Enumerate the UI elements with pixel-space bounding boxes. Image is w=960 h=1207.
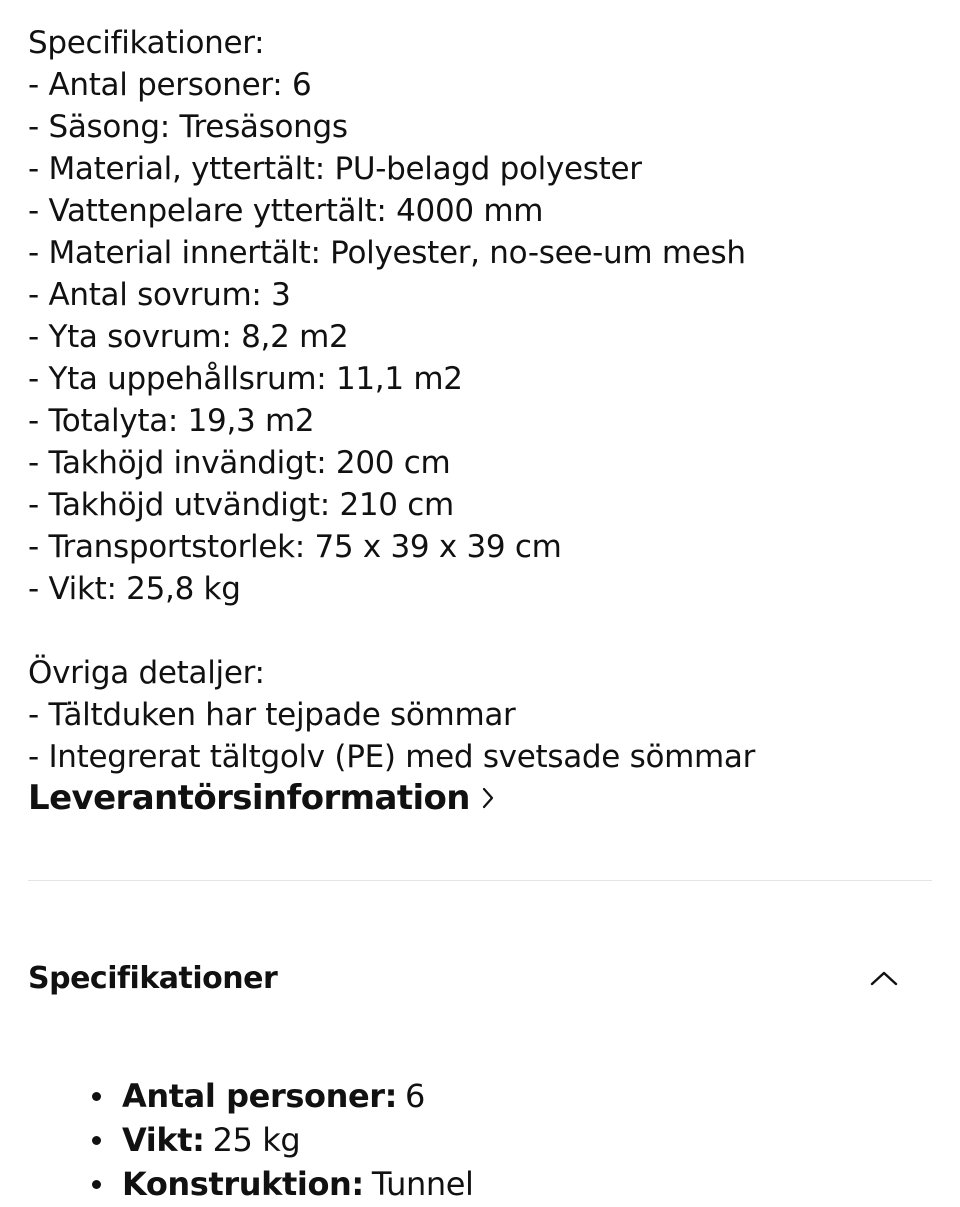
spec-item (92, 1074, 474, 1118)
specifications-accordion-header[interactable] (28, 944, 932, 1012)
product-description (28, 22, 932, 820)
spec-line: - Vattenpelare yttertält: 4000 mm (28, 193, 544, 229)
spec-key: Antal personer: (122, 1077, 398, 1115)
bullet-icon (92, 1136, 101, 1145)
chevron-right-icon (480, 786, 496, 810)
paragraph-spacer (28, 610, 932, 652)
detail-line: - Tältduken har tejpade sömmar (28, 697, 516, 733)
spec-key: Vikt: (122, 1121, 205, 1159)
spec-line: - Yta sovrum: 8,2 m2 (28, 319, 349, 355)
chevron-up-icon[interactable] (864, 958, 904, 998)
supplier-info-label: Leverantörsinformation (28, 778, 470, 818)
detail-line: - Integrerat tältgolv (PE) med svetsade sömmar (28, 739, 756, 775)
specifications-list (92, 1074, 474, 1206)
spec-line: - Yta uppehållsrum: 11,1 m2 (28, 361, 463, 397)
spec-item (92, 1118, 474, 1162)
bullet-icon (92, 1092, 101, 1101)
spec-line: - Transportstorlek: 75 x 39 x 39 cm (28, 529, 562, 565)
supplier-info-link[interactable] (28, 776, 932, 820)
spec-value: 6 (405, 1077, 426, 1115)
spec-line: - Antal personer: 6 (28, 67, 312, 103)
spec-line: - Takhöjd invändigt: 200 cm (28, 445, 451, 481)
spec-item (92, 1162, 474, 1206)
section-divider (28, 880, 932, 881)
spec-line: - Material innertält: Polyester, no-see-um mesh (28, 235, 746, 271)
spec-line: - Antal sovrum: 3 (28, 277, 291, 313)
spec-value: 25 kg (212, 1121, 301, 1159)
spec-line: - Säsong: Tresäsongs (28, 109, 348, 145)
accordion-title: Specifikationer (28, 960, 278, 996)
specs-heading: Specifikationer: (28, 25, 265, 61)
spec-value: Tunnel (371, 1165, 474, 1203)
spec-line: - Takhöjd utvändigt: 210 cm (28, 487, 454, 523)
spec-line: - Vikt: 25,8 kg (28, 571, 241, 607)
spec-key: Konstruktion: (122, 1165, 364, 1203)
spec-line: - Material, yttertält: PU-belagd polyester (28, 151, 642, 187)
bullet-icon (92, 1180, 101, 1189)
details-heading: Övriga detaljer: (28, 655, 265, 691)
spec-line: - Totalyta: 19,3 m2 (28, 403, 315, 439)
